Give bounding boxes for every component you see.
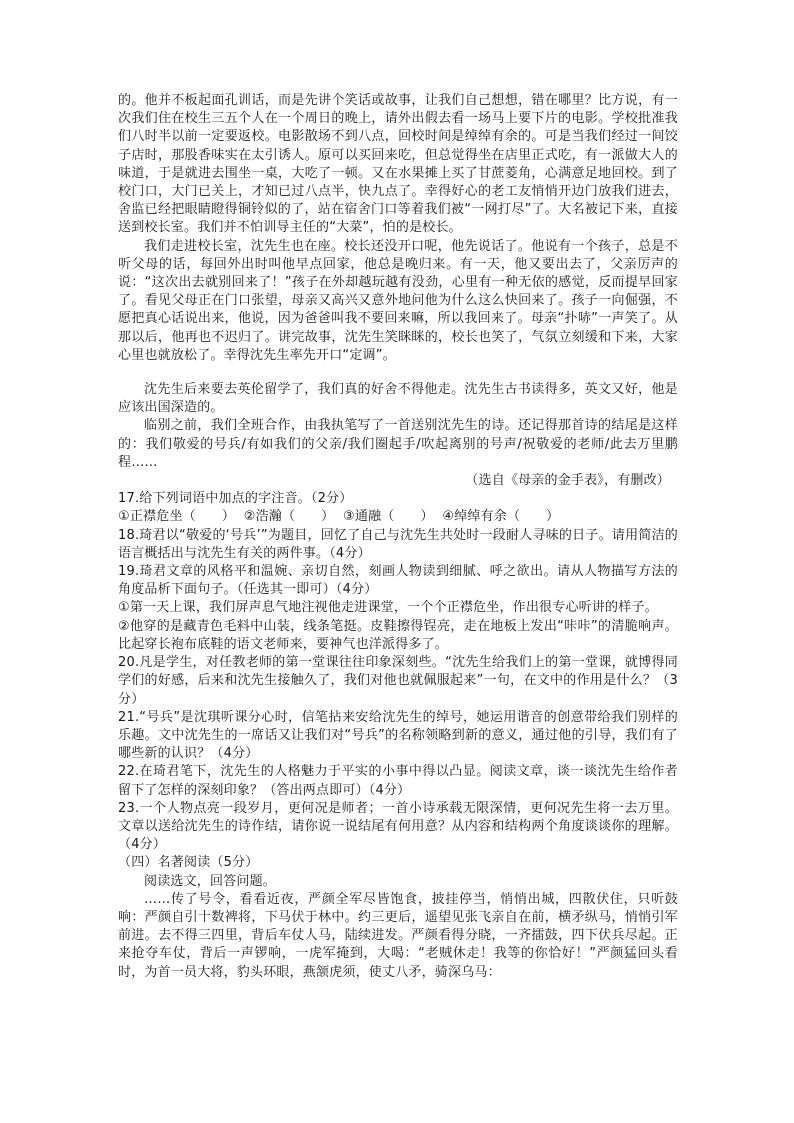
question-17-items: ①正襟危坐（ ） ②浩瀚（ ） ③通融（ ） ④绰绰有余（ ） [118,509,560,525]
question-17: 17.给下列词语中加点的字注音。（2分） [118,491,353,507]
passage-source: （选自《母亲的金手表》，有删改） [465,473,670,489]
question-18: 18.琦君以“敬爱的‘号兵’”为题目，回忆了自己与沈先生共处时一段耐人寻味的日子。请用简洁的语言概括出与沈先生有关的两件事。（4分） [118,527,678,561]
passage-paragraph-1: 的。他并不板起面孔训话，而是先讲个笑话或故事，让我们自己想想，错在哪里？比方说，有一次我们住在校生三五个人在一个周日的晚上，请外出假去看一场马上要下片的电影。学校批准我们八时半以前一定要返校。电影散场不到八点，回校时间是绰绰有余的。可是当我们经过一间饺子店时，那股香味实在太引诱人。原可以买回来吃，但总觉得坐在店里正式吃，有一派做大人的味道，于是就进去围坐一桌，大吃了一顿。又在水果摊上买了甘蔗菱角，心满意足地回校。到了校门口，大门已关上，才知已过八点半，快九点了。幸得好心的老工友悄悄开边门放我们进去，舍监已经把眼睛瞪得铜铃似的了，站在宿舍门口等着我们被“一网打尽”了。大名被记下来，直接送到校长室。我们并不怕训导主任的“大菜”，怕的是校长。 [118,93,678,236]
section-4-heading: （四）名著阅读（5分） [118,855,259,871]
question-19-option-a: ①第一天上课，我们屏声息气地注视他走进课堂，一个个正襟危坐，作出很专心听讲的样子。 [118,600,658,616]
question-20: 20.凡是学生，对任教老师的第一堂课往往印象深刻些。“沈先生给我们上的第一堂课，就博得同学们的好感，后来和沈先生接触久了，我们对他也就佩服起来”一句，在文中的作用是什么？（3分） [118,655,678,707]
section-4-excerpt: ……传了号令，看看近夜，严颜全军尽皆饱食，披挂停当，悄悄出城，四散伏住，只听鼓响：严颜自引十数裨将，下马伏于林中。约三更后，遥望见张飞亲自在前，横矛纵马，悄悄引军前进。去不得三四里，背后车仗人马，陆续进发。严颜看得分晓，一齐擂鼓，四下伏兵尽起。正来抢夺车仗，背后一声锣响，一虎军掩到，大喝：“老贼休走！我等的你恰好！”严颜猛回头看时，为首一员大将，豹头环眼，燕颔虎须，使丈八矛，骑深乌马： [118,891,678,980]
question-22: 22.在琦君笔下，沈先生的人格魅力于平实的小事中得以凸显。阅读文章，谈一谈沈先生给作者留下了怎样的深刻印象？（答出两点即可）（4分） [118,764,678,798]
question-23: 23.一个人物点亮一段岁月，更何况是师者；一首小诗承载无限深情，更何况先生将一去万里。文章以送给沈先生的诗作结，请你说一说结尾有何用意？从内容和结构两个角度谈谈你的理解。（4分） [118,800,678,853]
question-21: 21.“号兵”是沈琪听课分心时，信笔拈来安给沈先生的绰号，她运用谐音的创意带给我们别样的乐趣。文中沈先生的一席话又让我们对“号兵”的名称领略到新的意义，通过他的引导，我们有了哪些新的认识？（4分） [118,709,678,762]
passage-paragraph-3: 沈先生后来要去英伦留学了，我们真的好舍不得他走。沈先生古书读得多，英文又好，他是应该出国深造的。 [118,382,678,416]
question-19: 19.琦君文章的风格平和温婉、亲切自然，刻画人物读到细腻、呼之欲出。请从人物描写方法的角度品析下面句子。（任选其一即可）（4分） [118,564,678,598]
question-19-option-b: ②他穿的是藏青色毛料中山装，线条笔挺。皮鞋擦得锃亮，走在地板上发出“咔咔”的清脆响声。比起穿长袍布底鞋的语文老师来，要神气也洋派得多了。 [118,618,678,652]
passage-paragraph-2: 我们走进校长室，沈先生也在座。校长还没开口呢，他先说话了。他说有一个孩子，总是不听父母的话，每回外出时叫他早点回家，他总是晚归来。有一天，他又要出去了，父亲厉声的说：“这次出去就别回来了！”孩子在外却越玩越有没劲，心里有一种无依的感觉，反而提早回家了。看见父母正在门口张望，母亲又高兴又意外地问他为什么这么快回来了。孩子一向倔强，不愿把真心话说出来，他说，因为爸爸叫我不要回来嘛，所以我回来了。母亲“扑哧”一声笑了。从那以后，他再也不迟归了。讲完故事，沈先生笑眯眯的，校长也笑了，气氛立刻缓和下来，大家心里也就放松了。幸得沈先生率先开口“定调”。 [118,238,678,363]
document-page [118,92,678,982]
paragraph-gap [118,365,678,381]
section-4-instruction: 阅读选文，回答问题。 [144,873,277,889]
passage-paragraph-4: 临别之前，我们全班合作，由我执笔写了一首送别沈先生的诗。还记得那首诗的结尾是这样的：我们敬爱的号兵/有如我们的父亲/我们圈起手/吹起离别的号声/祝敬爱的老师/此去万里鹏程…… [118,418,678,470]
